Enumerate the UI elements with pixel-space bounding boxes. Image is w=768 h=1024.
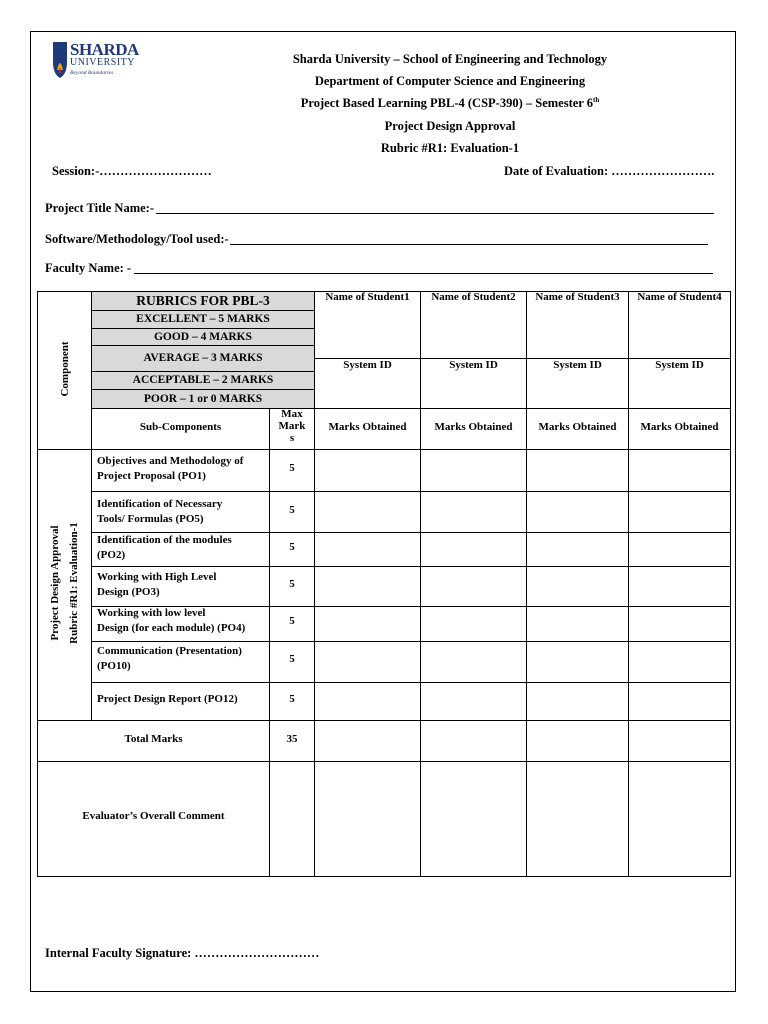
student2-system-id: System ID [449,359,498,371]
software-line[interactable] [230,244,708,245]
row2-line1: Identification of Necessary [97,498,223,510]
row6-student4-mark[interactable] [628,641,731,683]
row1-line1: Objectives and Methodology of [97,455,244,467]
row7-student1-mark[interactable] [314,682,421,721]
row3-max: 5 [289,541,295,553]
side-label-1: Project Design Approval [49,525,61,641]
row7-student4-mark[interactable] [628,682,731,721]
faculty-line[interactable] [134,273,713,274]
rubrics-title: RUBRICS FOR PBL-3 [91,291,315,311]
header-title: Project Design Approval [384,119,516,133]
row7-line1: Project Design Report (PO12) [97,693,238,705]
logo-tagline: Beyond Boundaries [70,70,114,76]
comment-student3[interactable] [526,761,629,877]
rubric-level-good: GOOD – 4 MARKS [91,328,315,346]
row3-student2-mark[interactable] [420,532,527,567]
total-student4[interactable] [628,720,731,762]
row1-student3-mark[interactable] [526,449,629,492]
side-label-cell [37,449,92,721]
row2-student3-mark[interactable] [526,491,629,533]
row1-student2-mark[interactable] [420,449,527,492]
rubric-level-acceptable: ACCEPTABLE – 2 MARKS [91,371,315,390]
rubric-level-excellent: EXCELLENT – 5 MARKS [91,310,315,329]
row2-label [97,497,222,527]
row1-student4-mark[interactable] [628,449,731,492]
row4-student4-mark[interactable] [628,566,731,607]
total-student3[interactable] [526,720,629,762]
signature-field[interactable]: Internal Faculty Signature: ………………………… [45,946,320,960]
total-value: 35 [286,733,298,745]
project-title-line[interactable] [156,213,714,214]
marks-obtained-4: Marks Obtained [640,421,719,433]
date-field[interactable]: Date of Evaluation: ……………………. [504,164,715,178]
student3-header: Name of Student3 [535,291,620,303]
row2-max: 5 [289,504,295,516]
component-label: Component [59,341,71,397]
total-label: Total Marks [124,733,183,745]
student1-header: Name of Student1 [325,291,410,303]
project-title-label: Project Title Name:- [45,201,154,215]
row6-line1: Communication (Presentation) [97,645,242,657]
comment-max-cell [269,761,315,877]
student4-system-id: System ID [655,359,704,371]
row2-student4-mark[interactable] [628,491,731,533]
max-marks-header [269,408,315,444]
header-course-text: Project Based Learning PBL-4 (CSP-390) – Semester 6 [300,96,593,111]
side-label-2: Rubric #R1: Evaluation-1 [68,522,80,644]
total-student2[interactable] [420,720,527,762]
total-student1[interactable] [314,720,421,762]
row7-max: 5 [289,693,295,705]
comment-label: Evaluator’s Overall Comment [82,810,225,822]
rubric-level-poor: POOR – 1 or 0 MARKS [91,389,315,409]
row6-student3-mark[interactable] [526,641,629,683]
row3-line2: (PO2) [97,549,126,561]
header-course [150,96,750,111]
comment-student1[interactable] [314,761,421,877]
row7-label [97,692,238,707]
row4-student3-mark[interactable] [526,566,629,607]
header-course-sup: th [592,96,600,104]
comment-student4[interactable] [628,761,731,877]
max-marks-line-2: Mark [278,420,306,432]
row1-student1-mark[interactable] [314,449,421,492]
row5-student1-mark[interactable] [314,606,421,642]
header-university: Sharda University – School of Engineering and Technology [292,52,608,66]
row7-student3-mark[interactable] [526,682,629,721]
row1-line2: Project Proposal (PO1) [97,470,206,482]
row6-student1-mark[interactable] [314,641,421,683]
row1-label [97,454,243,484]
row3-label [97,533,232,563]
row5-label [97,606,245,636]
row4-max: 5 [289,578,295,590]
student4-header: Name of Student4 [637,291,722,303]
sub-components-header: Sub-Components [139,421,222,433]
row5-student2-mark[interactable] [420,606,527,642]
student3-system-id: System ID [553,359,602,371]
row6-student2-mark[interactable] [420,641,527,683]
marks-obtained-3: Marks Obtained [538,421,617,433]
row3-student3-mark[interactable] [526,532,629,567]
row5-student4-mark[interactable] [628,606,731,642]
row5-line2: Design (for each module) (PO4) [97,622,246,634]
logo-name: SHARDA [70,40,139,59]
row4-line2: Design (PO3) [97,586,160,598]
marks-obtained-1: Marks Obtained [328,421,407,433]
logo-sub: UNIVERSITY [70,57,135,68]
student1-system-id: System ID [343,359,392,371]
row5-student3-mark[interactable] [526,606,629,642]
row2-student2-mark[interactable] [420,491,527,533]
row6-label [97,644,242,674]
row5-max: 5 [289,615,295,627]
row1-max: 5 [289,462,295,474]
row4-line1: Working with High Level [97,571,217,583]
max-marks-line-1: Max [281,408,303,420]
header-rubric: Rubric #R1: Evaluation-1 [380,141,520,155]
row4-student2-mark[interactable] [420,566,527,607]
software-label: Software/Methodology/Tool used:- [45,232,229,246]
row3-student1-mark[interactable] [314,532,421,567]
row4-label [97,570,217,600]
row2-student1-mark[interactable] [314,491,421,533]
row3-line1: Identification of the modules [97,534,232,546]
header-department: Department of Computer Science and Engineering [314,74,586,88]
row5-line1: Working with low level [97,607,206,619]
university-logo [50,40,139,82]
student2-header: Name of Student2 [431,291,516,303]
row2-line2: Tools/ Formulas (PO5) [97,513,204,525]
faculty-label: Faculty Name: - [45,261,132,275]
row7-student2-mark[interactable] [420,682,527,721]
marks-obtained-2: Marks Obtained [434,421,513,433]
row3-student4-mark[interactable] [628,532,731,567]
row6-max: 5 [289,653,295,665]
row6-line2: (PO10) [97,660,131,672]
row4-student1-mark[interactable] [314,566,421,607]
session-field[interactable]: Session:-……………………… [52,164,212,178]
comment-student2[interactable] [420,761,527,877]
rubric-level-average: AVERAGE – 3 MARKS [91,345,315,372]
max-marks-line-3: s [289,432,295,444]
